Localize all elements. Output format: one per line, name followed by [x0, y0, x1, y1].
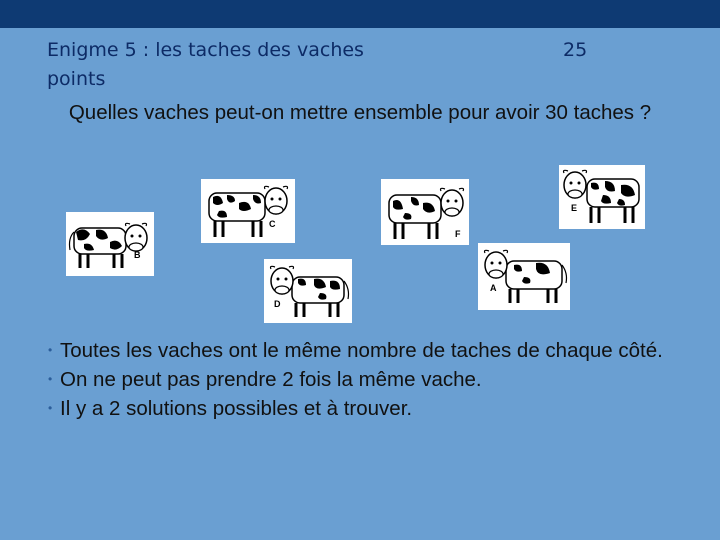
- rule-text: On ne peut pas prendre 2 fois la même vache.: [60, 368, 482, 391]
- cow-b-image: [66, 212, 154, 276]
- cow-a-image: [478, 243, 570, 310]
- rule-text: Toutes les vaches ont le même nombre de taches de chaque côté.: [60, 339, 663, 362]
- rules-list: [48, 336, 688, 423]
- cow-a-letter: A: [490, 283, 497, 293]
- bullet-icon: •: [48, 372, 53, 386]
- puzzle-title: Enigme 5 : les taches des vaches: [47, 39, 364, 61]
- top-bar: [0, 0, 720, 28]
- points-value: 25: [563, 39, 588, 61]
- cow-e-image: [559, 165, 645, 229]
- question-text: Quelles vaches peut-on mettre ensemble pour avoir 30 taches ?: [68, 101, 652, 124]
- cow-c-image: [201, 179, 295, 243]
- cow-f-letter: F: [455, 229, 461, 239]
- bullet-icon: •: [48, 343, 53, 357]
- bullet-icon: •: [48, 401, 53, 415]
- rule-item: [48, 394, 688, 423]
- rule-item: [48, 365, 688, 394]
- points-label: points: [47, 68, 106, 90]
- cow-d-letter: D: [274, 299, 281, 309]
- cow-b-letter: B: [134, 250, 141, 260]
- cow-e-letter: E: [571, 203, 578, 213]
- cow-d-image: [264, 259, 352, 323]
- cow-c-letter: C: [269, 219, 276, 229]
- cow-f-image: [381, 179, 469, 245]
- rule-text: Il y a 2 solutions possibles et à trouver.: [60, 397, 413, 420]
- rule-item: [48, 336, 688, 365]
